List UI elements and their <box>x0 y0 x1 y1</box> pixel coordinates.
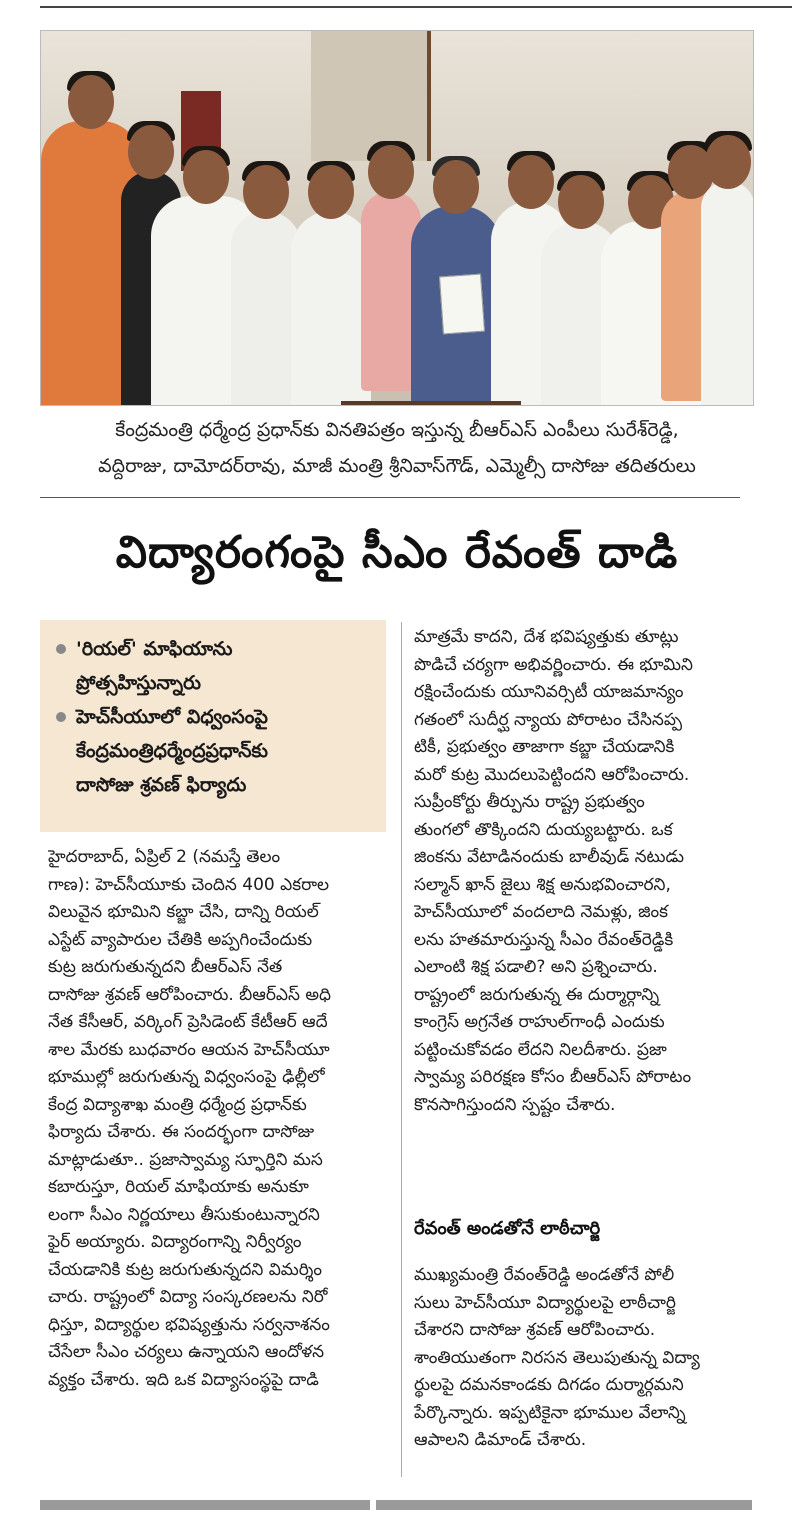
article-line: చేశారని దాసోజు శ్రవణ్ ఆరోపించారు. <box>414 1320 656 1340</box>
petition-document <box>439 274 485 335</box>
article-line: పొడిచే చర్యగా అభివర్ణించారు. ఈ భూమిని <box>414 654 693 675</box>
caption-line-2: వద్దిరాజు, దామోదర్‌రావు, మాజీ మంత్రి శ్రీనివాస్‌గౌడ్, ఎమ్మెల్సీ దాసోజు తదితరులు <box>98 455 696 477</box>
highlight-line: దాసోజు శ్రవణ్ ఫిర్యాదు <box>76 774 247 796</box>
article-line: మాట్లాడుతూ.. ప్రజాస్వామ్య స్ఫూర్తిని మస <box>48 1149 323 1170</box>
highlight-line: కేంద్రమంత్రిధర్మేంద్రప్రధాన్‌కు <box>76 740 268 762</box>
article-line: కబారుస్తూ, రియల్ మాఫియాకు అనుకూ <box>48 1177 309 1197</box>
wall-panel <box>311 31 431 161</box>
highlight-line: హెచ్‌సీయూలో విధ్వంసంపై <box>76 706 268 728</box>
column-divider <box>401 622 402 1477</box>
article-line: పట్టించుకోవడం లేదని నిలదీశారు. ప్రజా <box>414 1039 667 1060</box>
article-line: దాసోజు శ్రవణ్ ఆరోపించారు. బీఆర్‌ఎస్ అధి <box>48 984 331 1005</box>
article-line: చారు. రాష్ట్రంలో విద్యా సంస్కరణలను నిరో <box>48 1287 328 1307</box>
highlight-line: ప్రోత్సహిస్తున్నారు <box>76 672 201 694</box>
article-line: కేంద్ర విద్యాశాఖ మంత్రి ధర్మేంద్ర ప్రధాన్‌కు <box>48 1094 307 1115</box>
article-column-right <box>414 624 754 1119</box>
article-line: టికీ, ప్రభుత్వం తాజాగా కబ్జా చేయడానికి <box>414 737 675 757</box>
article-line: మరో కుట్ర మొదలుపెట్టిందని ఆరోపించారు. <box>414 764 690 785</box>
article-line: ర్థులపై దమనకాండకు దిగడం దుర్మార్గమని <box>414 1375 684 1395</box>
article-line: కుట్ర జరుగుతున్నదని బీఆర్‌ఎస్ నేత <box>48 957 283 977</box>
bullet-icon <box>56 644 66 654</box>
article-line: ఫిర్యాదు చేశారు. ఈ సందర్భంగా దాసోజు <box>48 1122 315 1142</box>
bottom-bar <box>40 1500 752 1510</box>
desk <box>341 401 521 406</box>
article-line: చేసేలా సీఎం చర్యలు ఉన్నాయని ఆందోళన <box>48 1342 325 1362</box>
article-line: వ్యక్తం చేశారు. ఇది ఒక విద్యాసంస్థపై దాడి <box>48 1369 319 1390</box>
article-line: గతంలో సుదీర్ఘ న్యాయ పోరాటం చేసినప్ప <box>414 709 683 730</box>
article-line: తుంగలో తొక్కిందని దుయ్యబట్టారు. ఒక <box>414 819 673 840</box>
article-line: కాంగ్రెస్ అగ్రనేత రాహుల్‌గాంధీ ఎందుకు <box>414 1012 665 1032</box>
article-line: మాత్రమే కాదని, దేశ భవిష్యత్తుకు తూట్లు <box>414 627 679 647</box>
bullet-icon <box>56 712 66 722</box>
top-rule <box>40 6 792 8</box>
article-line: ఎలాంటి శిక్ష పడాలి? అని ప్రశ్నించారు. <box>414 957 658 977</box>
article-column-right-continued <box>414 1262 754 1455</box>
highlights-box <box>40 620 386 832</box>
highlight-item <box>56 700 376 802</box>
person-white-shirt-7 <box>701 181 754 406</box>
article-line: పేర్కొన్నారు. ఇప్పటికైనా భూముల వేలాన్ని <box>414 1402 686 1423</box>
article-line: రక్షించేందుకు యూనివర్సిటీ యాజమాన్యం <box>414 682 684 702</box>
article-line: ముఖ్యమంత్రి రేవంత్‌రెడ్డి అండతోనే పోలీ <box>414 1265 675 1285</box>
person-white-shirt-3 <box>291 211 371 406</box>
photo-caption <box>40 412 754 484</box>
article-line: ఎస్టేట్ వ్యాపారుల చేతికి అప్పగించేందుకు <box>48 929 313 950</box>
article-line: ధిస్తూ, విద్యార్థుల భవిష్యత్తును సర్వనాశనం <box>48 1314 330 1335</box>
article-line: జింకను వేటాడినందుకు బాలీవుడ్ నటుడు <box>414 847 685 867</box>
news-photo <box>40 30 754 406</box>
article-line: రాష్ట్రంలో జరుగుతున్న ఈ దుర్మార్గాన్ని <box>414 984 660 1005</box>
article-line: నేత కేసీఆర్, వర్కింగ్ ప్రెసిడెంట్ కేటీఆర్ ఆదే <box>48 1012 328 1032</box>
article-line: కొనసాగిస్తుందని స్పష్టం చేశారు. <box>414 1094 616 1115</box>
article-line: విలువైన భూమిని కబ్జా చేసి, దాన్ని రియల్ <box>48 902 319 922</box>
article-line: ఆపాలని డిమాండ్ చేశారు. <box>414 1430 587 1450</box>
article-line: భూముల్లో జరుగుతున్న విధ్వంసంపై ఢిల్లీలో <box>48 1067 325 1087</box>
article-line: స్వామ్య పరిరక్షణ కోసం బీఆర్‌ఎస్ పోరాటం <box>414 1067 692 1087</box>
article-column-left <box>48 844 388 1394</box>
article-line: లంగా సీఎం నిర్ణయాలు తీసుకుంటున్నారని <box>48 1204 320 1225</box>
headline: విద్యారంగంపై సీఎం రేవంత్ దాడి <box>115 527 679 578</box>
article-line: సుప్రీంకోర్టు తీర్పును రాష్ట్ర ప్రభుత్వం <box>414 792 645 812</box>
article-line: చేయడానికి కుట్ర జరుగుతున్నదని విమర్శిం <box>48 1259 323 1280</box>
caption-divider <box>40 497 740 498</box>
article-line: గాణ): హెచ్‌సీయూకు చెందిన 400 ఎకరాల <box>48 874 330 895</box>
article-line: హెచ్‌సీయూలో వందలాది నెమళ్లు, జింక <box>414 902 669 922</box>
article-line: శాంతియుతంగా నిరసన తెలుపుతున్న విద్యా <box>414 1347 700 1368</box>
caption-line-1: కేంద్రమంత్రి ధర్మేంద్ర ప్రధాన్‌కు వినతిపత్రం ఇస్తున్న బీఆర్‌ఎస్ ఎంపీలు సురేశ్‌రెడ్డి, <box>115 419 679 441</box>
highlight-line: 'రియల్' మాఫియాను <box>76 638 233 660</box>
highlight-item <box>56 632 376 700</box>
article-line: ఫైర్ అయ్యారు. విద్యారంగాన్ని నిర్వీర్యం <box>48 1232 302 1252</box>
article-line: లను హతమారుస్తున్న సీఎం రేవంత్‌రెడ్డికి <box>414 929 674 950</box>
article-line: సల్మాన్ ఖాన్ జైలు శిక్ష అనుభవించారని, <box>414 874 671 895</box>
subheading: రేవంత్ అండతోనే లాఠీచార్జి <box>414 1218 601 1239</box>
article-line: శాల మేరకు బుధవారం ఆయన హెచ్‌సీయూ <box>48 1039 330 1060</box>
article-line: హైదరాబాద్, ఏప్రిల్ 2 (నమస్తే తెలం <box>48 847 281 867</box>
article-line: సులు హెచ్‌సీయూ విద్యార్థులపై లాఠీచార్జి <box>414 1292 676 1313</box>
